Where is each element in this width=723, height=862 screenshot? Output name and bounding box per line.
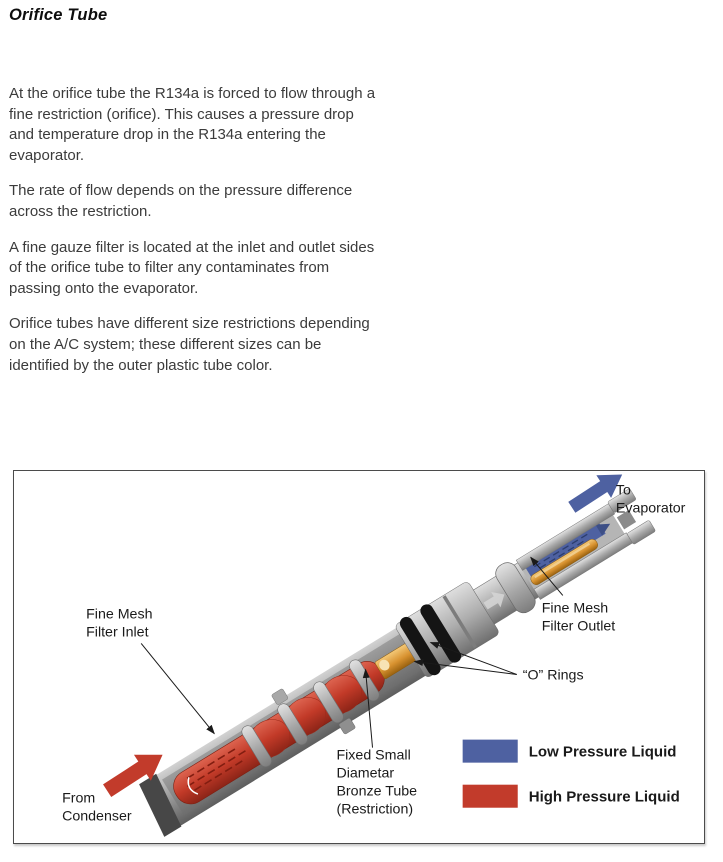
legend-label-high-pressure: High Pressure Liquid [528, 788, 680, 806]
paragraph-4: Orifice tubes have different size restrictions depending on the A/C system; these different sizes can be identified by the outer plastic tube color. [9, 315, 370, 374]
from-condenser-label-line1: From [62, 790, 96, 807]
inlet-callout-line [141, 643, 214, 733]
page-title: Orifice Tube [9, 6, 108, 24]
from-condenser-label-line2: Condenser [62, 808, 132, 825]
article-text [9, 84, 377, 391]
legend-swatch-low-pressure [463, 740, 518, 763]
paragraph-3: A fine gauze filter is located at the inlet and outlet sides of the orifice tube to filter any contaminates from passing onto the evaporator. [9, 238, 375, 297]
paragraph-2: The rate of flow depends on the pressure difference across the restriction. [9, 182, 353, 220]
orings-label: “O” Rings [522, 667, 584, 684]
legend-swatch-high-pressure [463, 785, 518, 808]
inlet-label-line1: Fine Mesh [86, 606, 153, 623]
outlet-label-line2: Filter Outlet [541, 618, 616, 635]
legend-label-low-pressure: Low Pressure Liquid [528, 743, 677, 761]
to-evaporator-label-line1: To [615, 482, 631, 499]
restriction-label-line1: Fixed Small [336, 747, 411, 764]
legend [463, 740, 680, 808]
orifice-tube-diagram [13, 470, 705, 844]
diagram-canvas [14, 471, 704, 843]
inlet-label-line2: Filter Inlet [86, 624, 149, 641]
restriction-label-line3: Bronze Tube [336, 783, 418, 800]
to-evaporator-label-line2: Evaporator [615, 500, 686, 517]
outlet-label-line1: Fine Mesh [541, 600, 609, 617]
restriction-label-line4: (Restriction) [336, 801, 414, 818]
paragraph-1: At the orifice tube the R134a is forced to flow through a fine restriction (orifice). This causes a pressure drop and temperature drop in the R134a entering the evaporator. [9, 85, 376, 164]
restriction-label-line2: Diametar [336, 765, 395, 782]
